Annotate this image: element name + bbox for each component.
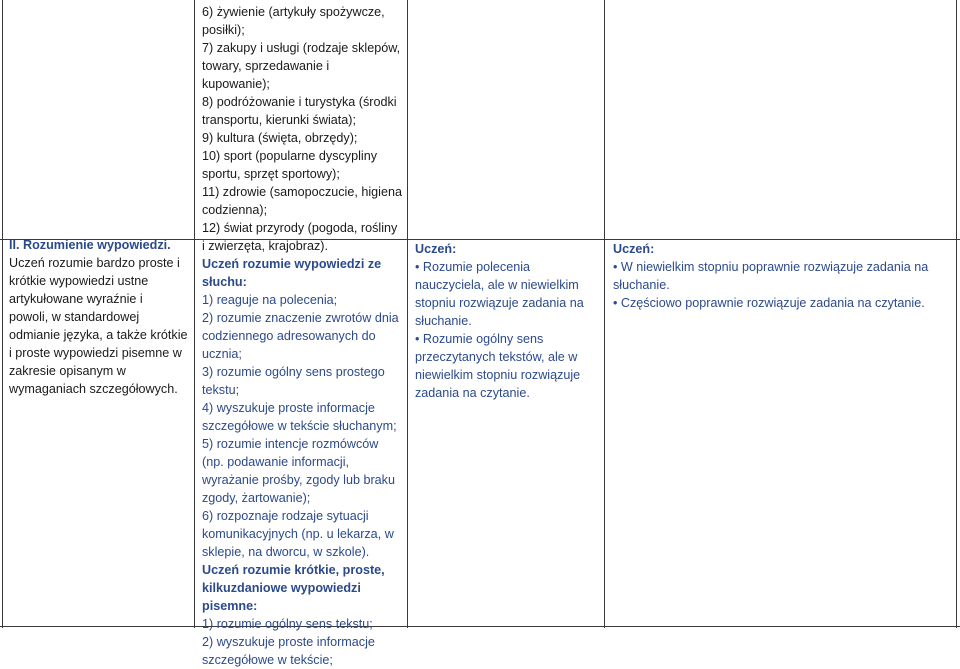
heading-line: słuchu: (202, 275, 247, 289)
heading-line: kilkuzdaniowe wypowiedzi (202, 581, 361, 595)
topic-line: 10) sport (popularne dyscypliny (202, 149, 378, 163)
listening-heading (202, 255, 402, 291)
heading-line: Uczeń rozumie wypowiedzi ze (202, 257, 382, 271)
topic-line: towary, sprzedawanie i (202, 59, 330, 73)
listening-line: 3) rozumie ogólny sens prostego (202, 365, 385, 379)
listening-line: zgody, żartowanie); (202, 491, 311, 505)
listening-line: 1) reaguje na polecenia; (202, 293, 338, 307)
heading-line: pisemne: (202, 599, 258, 613)
criteria-line: słuchanie. (415, 314, 472, 328)
description-line: artykułowane wyraźnie i (9, 292, 143, 306)
requirements-cell (202, 3, 402, 669)
criteria-line: stopniu rozwiązuje zadania na (415, 296, 584, 310)
listening-line: (np. podawanie informacji, (202, 455, 350, 469)
topic-line: i zwierzęta, krajobraz). (202, 239, 328, 253)
cell-heading: Uczeń: (415, 242, 457, 256)
criteria-line: • Rozumie polecenia (415, 260, 531, 274)
reading-line: szczegółowe w tekście; (202, 653, 333, 667)
topic-line: transportu, kierunki świata); (202, 113, 356, 127)
description-line: zakresie opisanym w (9, 364, 126, 378)
table-border-left (2, 0, 3, 628)
criteria-line: niewielkim stopniu rozwiązuje (415, 368, 581, 382)
description-line: i proste wypowiedzi pisemne w (9, 346, 182, 360)
section-cell-rozumienie (9, 236, 189, 398)
listening-line: 6) rozpoznaje rodzaje sytuacji (202, 509, 369, 523)
topic-list (202, 3, 402, 255)
topic-line: posiłki); (202, 23, 245, 37)
grade-cell-dopuszczajaca (415, 240, 600, 402)
criteria-line: • Rozumie ogólny sens (415, 332, 544, 346)
criteria-line: słuchanie. (613, 278, 670, 292)
criteria-line: przeczytanych tekstów, ale w (415, 350, 578, 364)
column-divider-2 (407, 0, 408, 628)
topic-line: 6) żywienie (artykuły spożywcze, (202, 5, 385, 19)
reading-heading (202, 561, 402, 615)
heading-line: Uczeń rozumie krótkie, proste, (202, 563, 385, 577)
topic-line: 12) świat przyrody (pogoda, rośliny (202, 221, 398, 235)
topic-line: sportu, sprzęt sportowy); (202, 167, 340, 181)
listening-line: wyrażanie prośby, zgody lub braku (202, 473, 395, 487)
table-border-right (956, 0, 957, 628)
column-divider-1 (194, 0, 195, 628)
reading-line: 2) wyszukuje proste informacje (202, 635, 375, 649)
description-line: krótkie wypowiedzi ustne (9, 274, 149, 288)
criteria-line: zadania na czytanie. (415, 386, 530, 400)
column-divider-3 (604, 0, 605, 628)
cell-heading: Uczeń: (613, 242, 655, 256)
listening-line: sklepie, na dworcu, w szkole). (202, 545, 370, 559)
description-line: powoli, w standardowej (9, 310, 140, 324)
listening-line: 2) rozumie znaczenie zwrotów dnia (202, 311, 399, 325)
topic-line: 11) zdrowie (samopoczucie, higiena (202, 185, 402, 199)
topic-line: 9) kultura (święta, obrzędy); (202, 131, 358, 145)
description-line: odmianie języka, a także krótkie (9, 328, 188, 342)
listening-line: codziennego adresowanych do (202, 329, 376, 343)
section-heading: II. Rozumienie wypowiedzi. (9, 238, 171, 252)
topic-line: kupowanie); (202, 77, 270, 91)
listening-line: komunikacyjnych (np. u lekarza, w (202, 527, 394, 541)
listening-line: 4) wyszukuje proste informacje (202, 401, 375, 415)
criteria-line: nauczyciela, ale w niewielkim (415, 278, 579, 292)
reading-list (202, 615, 402, 669)
listening-line: 5) rozumie intencje rozmówców (202, 437, 379, 451)
listening-line: tekstu; (202, 383, 240, 397)
criteria-line: • Częściowo poprawnie rozwiązuje zadania na czytanie. (613, 296, 925, 310)
grade-cell-dostateczna (613, 240, 951, 312)
topic-line: codzienna); (202, 203, 268, 217)
topic-line: 7) zakupy i usługi (rodzaje sklepów, (202, 41, 401, 55)
table-border-bottom (0, 626, 960, 627)
topic-line: 8) podróżowanie i turystyka (środki (202, 95, 397, 109)
listening-list (202, 291, 402, 561)
description-line: Uczeń rozumie bardzo proste i (9, 256, 180, 270)
criteria-line: • W niewielkim stopniu poprawnie rozwiązuje zadania na (613, 260, 929, 274)
listening-line: szczegółowe w tekście słuchanym; (202, 419, 397, 433)
section-description (9, 254, 189, 398)
description-line: wymaganiach szczegółowych. (9, 382, 178, 396)
reading-line: 1) rozumie ogólny sens tekstu; (202, 617, 373, 631)
listening-line: ucznia; (202, 347, 242, 361)
